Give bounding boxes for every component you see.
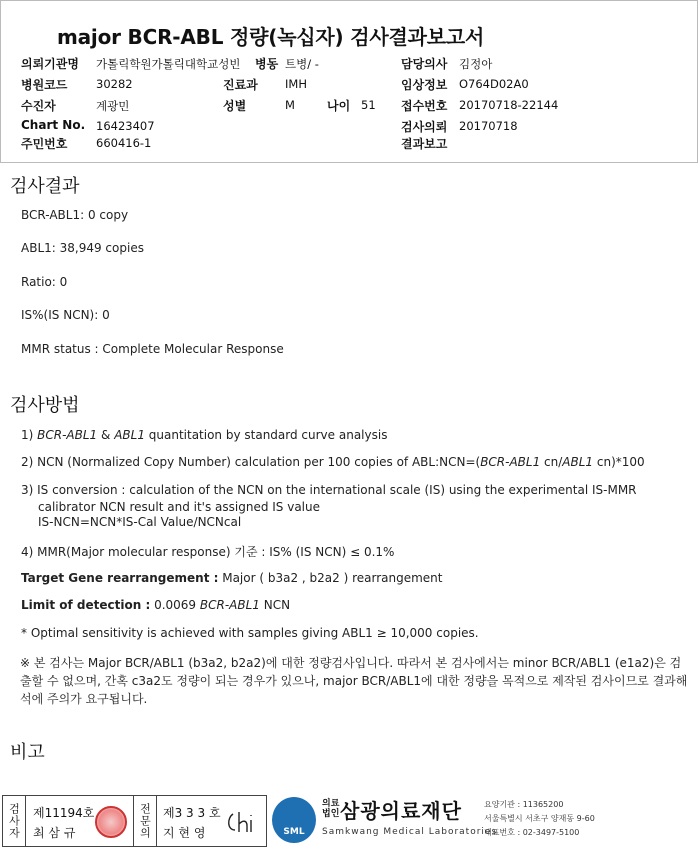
- department-value: IMH: [285, 77, 307, 91]
- sensitivity-note: * Optimal sensitivity is achieved with samples giving ABL1 ≥ 10,000 copies.: [21, 626, 479, 640]
- examiner-label: 검사자: [7, 803, 21, 839]
- org-reg-no: 요양기관 : 11365200: [484, 800, 564, 809]
- request-value: 20170718: [459, 119, 518, 133]
- sml-logo-icon: SML: [272, 797, 316, 843]
- result-ratio: Ratio: 0: [21, 275, 68, 289]
- result-mmr-status: MMR status : Complete Molecular Response: [21, 342, 284, 356]
- method-2: 2) NCN (Normalized Copy Number) calculation per 100 copies of ABL:NCN=(BCR-ABL1 cn/ABL1 cn)*100: [21, 455, 645, 469]
- method-3-line2: calibrator NCN result and it's assigned IS value: [38, 500, 320, 514]
- report-date-label: 결과보고: [401, 137, 448, 151]
- remarks-heading: 비고: [10, 742, 45, 763]
- doctor-value: 김정아: [459, 57, 493, 71]
- recipient-label: 수진자: [21, 99, 56, 113]
- receipt-value: 20170718-22144: [459, 98, 559, 112]
- report-title: major BCR-ABL 정량(녹십자) 검사결과보고서: [57, 25, 485, 49]
- examiner-no: 제11194호: [33, 806, 95, 820]
- seal-stamp-icon: [95, 806, 127, 838]
- id-value: 660416-1: [96, 136, 152, 150]
- chart-value: 16423407: [96, 119, 155, 133]
- results-heading: 검사결과: [10, 176, 80, 197]
- method-3-line1: 3) IS conversion : calculation of the NCN on the international scale (IS) using the experimental IS-MMR: [21, 483, 637, 497]
- clinical-label: 임상정보: [401, 78, 448, 92]
- ward-label: 병동: [255, 57, 279, 71]
- report-header: [0, 0, 698, 163]
- doctor-label: 담당의사: [401, 57, 448, 71]
- institution-value: 가톨릭학원가톨릭대학교성빈: [96, 57, 241, 71]
- method-1: 1) BCR-ABL1 & ABL1 quantitation by standard curve analysis: [21, 428, 388, 442]
- specialist-label: 전문의: [138, 803, 152, 839]
- methods-heading: 검사방법: [10, 395, 80, 416]
- age-value: 51: [361, 98, 376, 112]
- ward-value: 트병/ -: [285, 57, 319, 71]
- id-label: 주민번호: [21, 137, 68, 151]
- method-3-line3: IS-NCN=NCN*IS-Cal Value/NCNcal: [38, 515, 242, 529]
- sex-label: 성별: [223, 99, 247, 113]
- department-label: 진료과: [223, 78, 258, 92]
- caution-note: ※ 본 검사는 Major BCR/ABL1 (b3a2, b2a2)에 대한 정량검사입니다. 따라서 본 검사에서는 minor BCR/ABL1 (e1a2)은 검출할 수 없으며, 간혹 c3a2도 정량이 되는 경우가 있으나, major BCR/ABL1에 대한 정량을 목적으로 제작된 검사이므로 결과해석에 주의가 요구됩니다.: [20, 656, 688, 706]
- org-phone: 대표번호 : 02-3497-5100: [484, 828, 580, 837]
- result-bcr-abl1: BCR-ABL1: 0 copy: [21, 208, 129, 222]
- specialist-name: 지 현 영: [163, 826, 206, 840]
- institution-label: 의뢰기관명: [21, 57, 79, 71]
- hospital-code-value: 30282: [96, 77, 133, 91]
- clinical-value: O764D02A0: [459, 77, 529, 91]
- org-name: 삼광의료재단: [340, 799, 462, 823]
- method-4: 4) MMR(Major molecular response) 기준 : IS% (IS NCN) ≤ 0.1%: [21, 545, 395, 559]
- signature-icon: [225, 808, 261, 836]
- request-label: 검사의뢰: [401, 120, 448, 134]
- limit-of-detection: Limit of detection : 0.0069 BCR-ABL1 NCN: [21, 598, 291, 612]
- footer: [0, 795, 700, 855]
- receipt-label: 접수번호: [401, 99, 448, 113]
- examiner-name: 최 삼 규: [33, 826, 76, 840]
- target-gene: Target Gene rearrangement : Major ( b3a2 , b2a2 ) rearrangement: [21, 571, 443, 585]
- age-label: 나이: [327, 99, 351, 113]
- org-small-label: 의료 법인: [322, 799, 340, 819]
- hospital-code-label: 병원코드: [21, 78, 68, 92]
- signature-box: [2, 795, 267, 847]
- recipient-value: 계광민: [96, 99, 130, 113]
- result-abl1: ABL1: 38,949 copies: [21, 241, 144, 255]
- org-english-name: Samkwang Medical Laboratories: [322, 827, 498, 837]
- result-is-percent: IS%(IS NCN): 0: [21, 308, 110, 322]
- sex-value: M: [285, 98, 295, 112]
- chart-label: Chart No.: [21, 118, 86, 132]
- specialist-no: 제3 3 3 호: [163, 806, 221, 820]
- org-address: 서울특별시 서초구 양재동 9-60: [484, 814, 595, 823]
